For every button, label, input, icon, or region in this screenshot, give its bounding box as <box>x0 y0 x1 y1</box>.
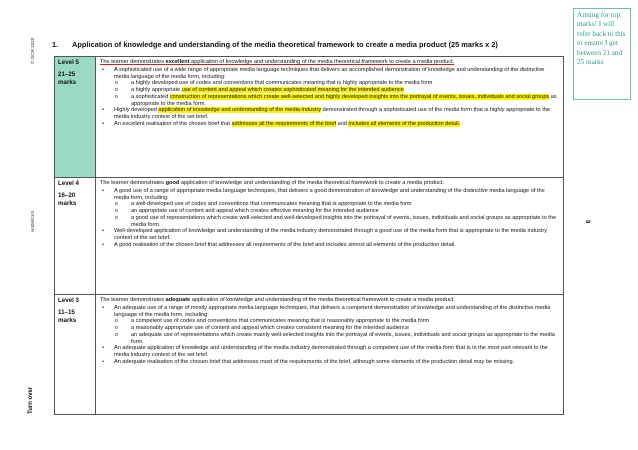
bullet-item: • A sophisticated use of a wide range of appropriate media language techniques that delivers an accomplished demonstration of knowledge and understanding of the distinctive media language of the media form, including: <box>100 67 559 81</box>
sub-bullet-item: o a competent use of codes and conventions that communicates meaning that is reasonably appropriate to the media form <box>100 318 559 325</box>
bullet-item: • A good realisation of the chosen brief that addresses all requirements of the brief and includes almost all elements of the production detail. <box>100 242 559 249</box>
level-label: Level 4 <box>58 180 79 187</box>
mark-range: 21–25 <box>58 71 76 78</box>
question-number: 1. <box>52 40 59 49</box>
bullet-item: • An adequate realisation of the chosen brief that addresses most of the requirements of the brief, although some elements of the production detail may be missing. <box>100 359 559 366</box>
copyright-text: © OCR 2020 <box>30 37 35 64</box>
descriptor-intro <box>100 59 559 66</box>
table-row-level-3 <box>55 295 564 415</box>
highlighted-text: addresses all the requirements of the brief <box>231 120 337 127</box>
level-label: Level 3 <box>58 297 79 304</box>
table-row-level-4 <box>55 178 564 295</box>
text: a sophisticated <box>131 93 170 100</box>
bullet-item: • An adequate use of a range of mostly appropriate media language techniques, that delivers a competent demonstration of knowledge and understanding of the distinctive media language of the media form, including: <box>100 305 559 319</box>
intro-text: The learner demonstrates <box>100 180 166 186</box>
highlighted-text: construction of representations which create well-selected and highly developed insights into the portrayal of events, issues, individuals and social groups <box>169 93 550 100</box>
sub-bullet-item: o a good use of representations which create well-selected and well-developed insights into the portrayal of events, issues, individuals and social groups as appropriate to the media form. <box>100 215 559 229</box>
intro-text: application of knowledge and understanding of the media theoretical framework to create a media product. <box>189 59 455 65</box>
marks-label: marks <box>58 200 77 207</box>
intro-text: application of knowledge and understanding of the media theoretical framework to create a media product. <box>179 180 444 186</box>
text: as appropriate to the media form. <box>131 93 557 107</box>
bullet-item: • An adequate application of knowledge and understanding of the media industry demonstrated through a competent use of the media form that is in the most part relevant to the media industry context of the set brief. <box>100 345 559 359</box>
sub-bullet-item: o a well-developed use of codes and conventions that communicates meaning that is appropriate to the media form <box>100 201 559 208</box>
mark-range: 11–15 <box>58 309 75 316</box>
question-title: Application of knowledge and understanding of the media theoretical framework to create a media product (25 marks x 2) <box>72 40 498 49</box>
marks-label: marks <box>58 317 77 324</box>
level-cell <box>55 178 96 295</box>
sub-bullet-item: o a reasonably appropriate use of content and appeal which creates consistent meaning for the intended audience <box>100 325 559 332</box>
sub-bullet-item <box>100 87 559 94</box>
highlighted-text: application of knowledge and understanding of the media industry <box>158 107 322 114</box>
level-descriptor <box>96 57 564 178</box>
turn-over-label: Turn over <box>28 386 34 414</box>
intro-text: The learner demonstrates <box>100 59 166 65</box>
text: and <box>336 120 349 127</box>
mark-scheme-table <box>54 56 564 415</box>
text: Highly developed <box>114 107 159 114</box>
sub-bullet-item: o an adequate use of representations which create mainly well-selected insights into the portrayal of events, issues, individuals and social groups as appropriate to the media form. <box>100 332 559 346</box>
text: demonstrated through a sophisticated use of the media form that is highly appropriate to the media industry context of the set brief. <box>114 107 550 120</box>
highlighted-text: use of content and appeal which creates sophisticated meaning for the intended audience <box>181 87 404 93</box>
highlighted-text: includes all elements of the production detail. <box>348 120 461 127</box>
intro-keyword: excellent <box>165 59 190 65</box>
intro-keyword: good <box>165 180 180 186</box>
intro-text: The learner demonstrates <box>100 297 166 303</box>
mark-range: 16–20 <box>58 192 76 199</box>
intro-keyword: adequate <box>165 297 191 303</box>
sub-bullet-item: o an appropriate use of content and appeal which creates effective meaning for the intended audience <box>100 208 559 215</box>
marks-label: marks <box>58 79 77 86</box>
text: An excellent realisation of the chosen brief that <box>114 120 232 127</box>
question-heading <box>52 40 498 49</box>
bullet-item: • A good use of a range of appropriate media language techniques, that delivers a good demonstration of knowledge and understanding of the distinctive media language of the media form, including: <box>100 188 559 202</box>
page-number: 9 <box>584 220 590 224</box>
level-cell <box>55 57 96 178</box>
intro-text: application of knowledge and understanding of the media theoretical framework to create a media product. <box>190 297 455 303</box>
level-descriptor <box>96 178 564 295</box>
sub-bullet-item: o a highly developed use of codes and conventions that communicates meaning that is highly appropriate to the media form <box>100 80 559 87</box>
level-cell <box>55 295 96 415</box>
level-label: Level 5 <box>58 59 79 66</box>
annotation-note: Aiming for top marks! I will refer back to this to ensure I get between 21 and 25 marks <box>573 8 631 100</box>
bullet-item <box>100 121 559 128</box>
paper-code: H409/01/4 <box>30 210 35 232</box>
bullet-item <box>100 107 559 121</box>
bullet-item: • Well-developed application of knowledge and understanding of the media industry demonstrated through a good use of the media form that is appropriate to the media industry context of the set brief. <box>100 228 559 242</box>
level-descriptor <box>96 295 564 415</box>
sub-bullet-item <box>100 94 559 108</box>
table-row-level-5 <box>55 57 564 178</box>
text: a highly appropriate <box>131 87 182 93</box>
descriptor-intro <box>100 180 559 187</box>
descriptor-intro <box>100 297 559 304</box>
